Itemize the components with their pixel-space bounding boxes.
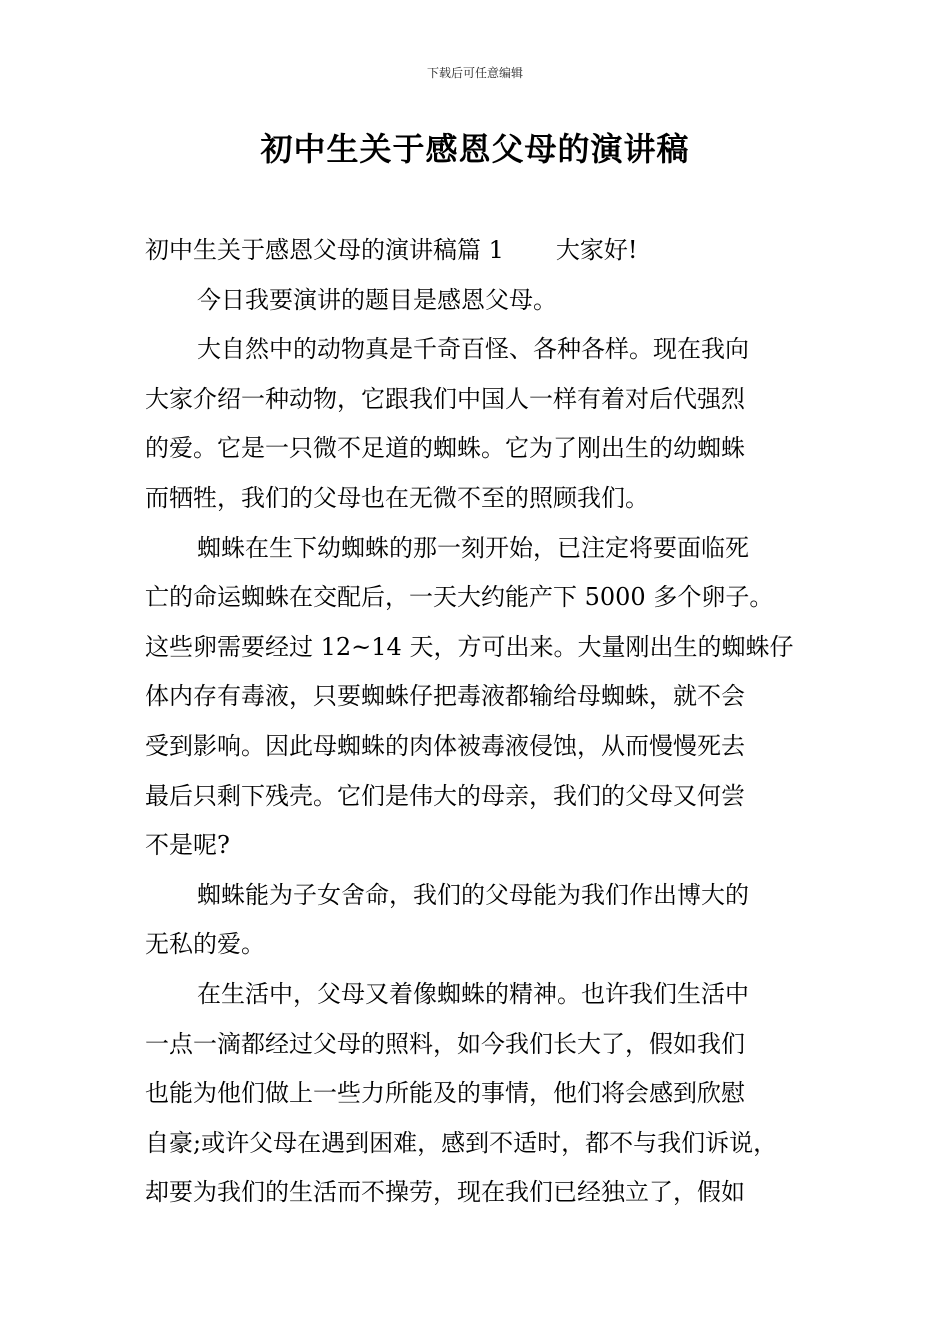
greeting: 大家好!	[555, 236, 638, 264]
document-title: 初中生关于感恩父母的演讲稿	[260, 130, 690, 168]
text-line: 大家介绍一种动物，它跟我们中国人一样有着对后代强烈	[145, 384, 745, 413]
text-line: 一点一滴都经过父母的照料，如今我们长大了，假如我们	[145, 1029, 745, 1058]
text-line: 今日我要演讲的题目是感恩父母。	[197, 285, 557, 314]
text-line: 无私的爱。	[145, 930, 265, 959]
header-note: 下载后可任意编辑	[426, 66, 523, 80]
text-line: 大自然中的动物真是千奇百怪、各种各样。现在我向	[197, 335, 749, 364]
text-line: 也能为他们做上一些力所能及的事情，他们将会感到欣慰	[145, 1079, 745, 1108]
text-line: 蜘蛛在生下幼蜘蛛的那一刻开始，已注定将要面临死	[197, 533, 749, 562]
text-line: 自豪;或许父母在遇到困难，感到不适时，都不与我们诉说，	[145, 1128, 778, 1157]
text-line: 在生活中，父母又着像蜘蛛的精神。也许我们生活中	[197, 979, 749, 1008]
text-line: 最后只剩下残壳。它们是伟大的母亲，我们的父母又何尝	[145, 781, 745, 810]
text-line: 受到影响。因此母蜘蛛的肉体被毒液侵蚀，从而慢慢死去	[145, 731, 745, 760]
text-line: 不是呢?	[145, 831, 230, 860]
text-line: 而牺牲，我们的父母也在无微不至的照顾我们。	[145, 483, 649, 512]
text-line	[145, 226, 825, 276]
section-heading: 初中生关于感恩父母的演讲稿篇 1	[145, 236, 504, 264]
text-line: 的爱。它是一只微不足道的蜘蛛。它为了刚出生的幼蜘蛛	[145, 434, 745, 463]
document-body	[145, 226, 825, 1218]
text-line: 蜘蛛能为子女舍命，我们的父母能为我们作出博大的	[197, 880, 749, 909]
text-line: 体内存有毒液，只要蜘蛛仔把毒液都输给母蜘蛛，就不会	[145, 682, 745, 711]
text-line: 亡的命运蜘蛛在交配后，一天大约能产下 5000 多个卵子。	[145, 583, 774, 612]
text-line: 却要为我们的生活而不操劳，现在我们已经独立了，假如	[145, 1178, 745, 1207]
text-line: 这些卵需要经过 12~14 天，方可出来。大量刚出生的蜘蛛仔	[145, 632, 794, 661]
